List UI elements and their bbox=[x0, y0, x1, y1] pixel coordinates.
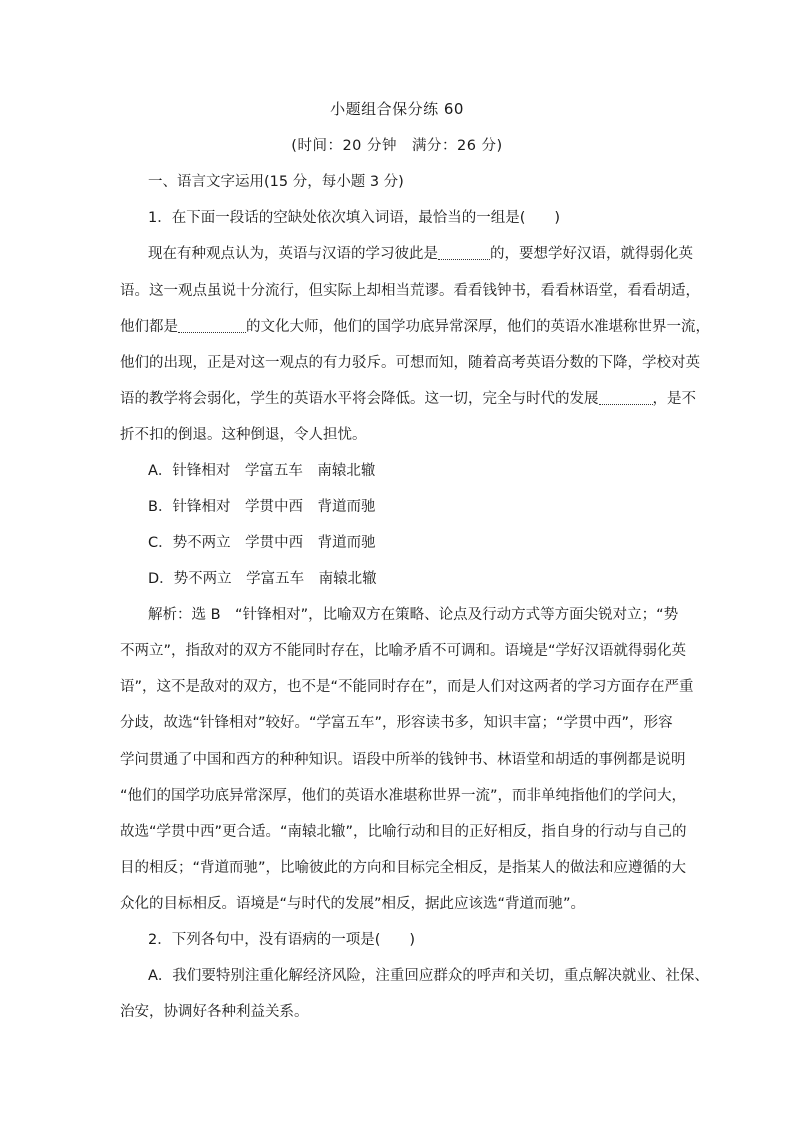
question-2-stem: 2．下列各句中，没有语病的一项是( ) bbox=[148, 932, 416, 948]
analysis-line: 众化的目标相反。语境是“与时代的发展”相反，据此应该选“背道而驰”。 bbox=[120, 896, 586, 912]
answer-blank-1 bbox=[438, 245, 490, 260]
page-title: 小题组合保分练 60 bbox=[330, 100, 464, 118]
analysis-line: 故选“学贯中西”更合适。“南辕北辙”，比喻行动和目的正好相反，指自身的行动与自己的 bbox=[120, 824, 687, 840]
option-a: A．针锋相对 学富五车 南辕北辙 bbox=[148, 463, 376, 479]
option-c: C．势不两立 学贯中西 背道而驰 bbox=[148, 535, 376, 551]
analysis-line: 学问贯通了中国和西方的种种知识。语段中所举的钱钟书、林语堂和胡适的事例都是说明 bbox=[120, 752, 686, 768]
analysis-line: 目的相反；“背道而驰”，比喻彼此的方向和目标完全相反，是指某人的做法和应遵循的大 bbox=[120, 860, 687, 876]
passage-line: 他们的出现，正是对这一观点的有力驳斥。可想而知，随着高考英语分数的下降，学校对英 bbox=[120, 355, 700, 371]
page-subtitle: (时间：20 分钟 满分：26 分) bbox=[291, 138, 503, 154]
q2-option-a: A．我们要特别注重化解经济风险，注重回应群众的呼声和关切，重点解决就业、社保、 bbox=[148, 968, 709, 984]
analysis-line: 分歧，故选“针锋相对”较好。“学富五车”，形容读书多，知识丰富；“学贯中西”，形容 bbox=[120, 715, 673, 731]
passage-line: 现在有种观点认为，英语与汉语的学习彼此是 的，要想学好汉语，就得弱化英 bbox=[148, 246, 693, 262]
answer-blank-2 bbox=[178, 318, 246, 333]
answer-blank-3 bbox=[599, 390, 653, 405]
passage-line: 他们都是 的文化大师，他们的国学功底异常深厚，他们的英语水准堪称世界一流， bbox=[120, 319, 710, 335]
analysis-line: 解析：选 B “针锋相对”，比喻双方在策略、论点及行动方式等方面尖锐对立；“势 bbox=[148, 607, 679, 623]
option-d: D．势不两立 学富五车 南辕北辙 bbox=[148, 571, 377, 587]
passage-line: 折不扣的倒退。这种倒退，令人担忧。 bbox=[120, 427, 367, 443]
passage-line: 语。这一观点虽说十分流行，但实际上却相当荒谬。看看钱钟书，看看林语堂，看看胡适， bbox=[120, 283, 700, 299]
analysis-line: “他们的国学功底异常深厚，他们的英语水准堪称世界一流”，而非单纯指他们的学问大， bbox=[120, 788, 687, 804]
section-heading: 一、语言文字运用(15 分，每小题 3 分) bbox=[148, 174, 404, 190]
option-b: B．针锋相对 学贯中西 背道而驰 bbox=[148, 499, 376, 515]
question-1-stem: 1．在下面一段话的空缺处依次填入词语，最恰当的一组是( ) bbox=[148, 210, 561, 226]
analysis-line: 语”，这不是敌对的双方，也不是“不能同时存在”，而是人们对这两者的学习方面存在严重 bbox=[120, 679, 694, 695]
q2-option-a-continued: 治安，协调好各种利益关系。 bbox=[120, 1004, 309, 1020]
analysis-line: 不两立”，指敌对的双方不能同时存在，比喻矛盾不可调和。语境是“学好汉语就得弱化英 bbox=[120, 643, 687, 659]
passage-line: 语的教学将会弱化，学生的英语水平将会降低。这一切，完全与时代的发展 ，是不 bbox=[120, 391, 696, 407]
